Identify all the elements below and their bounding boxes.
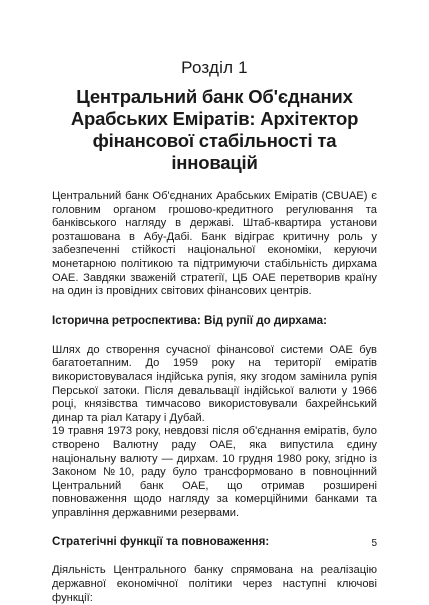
history-paragraph-2: 19 травня 1973 року, невдовзі після об'єднання еміратів, було створено Валютну раду ОАЕ, яка випустила єдину національну валюту — дирхам. 10 грудня 1980 року, згідно із Законом №10, раду було трансформовано в повноцінний Центральний банк ОАЕ, що отримав розширені повноваження щодо нагляду за комерційними банками та управління державними резервами.	[52, 425, 377, 519]
section-heading-history: Історична ретроспектива: Від рупії до дирхама:	[52, 313, 327, 327]
page-number: 5	[371, 538, 377, 549]
chapter-title: Центральний банк Об'єднаних Арабських Еміратів: Архітектор фінансової стабільності та інновацій	[70, 86, 359, 173]
chapter-label: Розділ 1	[181, 58, 248, 77]
functions-paragraph: Діяльність Центрального банку спрямована на реалізацію державної економічної політики через наступні ключові функції:	[52, 564, 377, 604]
section-heading-functions: Стратегічні функції та повноваження:	[52, 535, 270, 549]
document-page	[52, 0, 377, 605]
history-paragraph-1: Шлях до створення сучасної фінансової системи ОАЕ був багатоетапним. До 1959 року на території еміратів використовувалася індійська рупія, яку згодом замінила рупія Перської затоки. Після девальвації індійської валюти у 1966 році, князівства тимчасово використовували бахрейнський динар та ріал Катару і Дубай.	[52, 343, 377, 424]
intro-paragraph: Центральний банк Об'єднаних Арабських Еміратів (CBUAE) є головним органом грошово-кредитного регулювання та банківського нагляду в державі. Штаб-квартира установи розташована в Абу-Дабі. Банк відіграє критичну роль у забезпеченні стійкості національної економіки, керуючи монетарною політикою та підтримуючи стабільність дирхама ОАЕ. Завдяки зваженій стратегії, ЦБ ОАЕ перетворив країну на один із провідних світових фінансових центрів.	[52, 190, 377, 298]
